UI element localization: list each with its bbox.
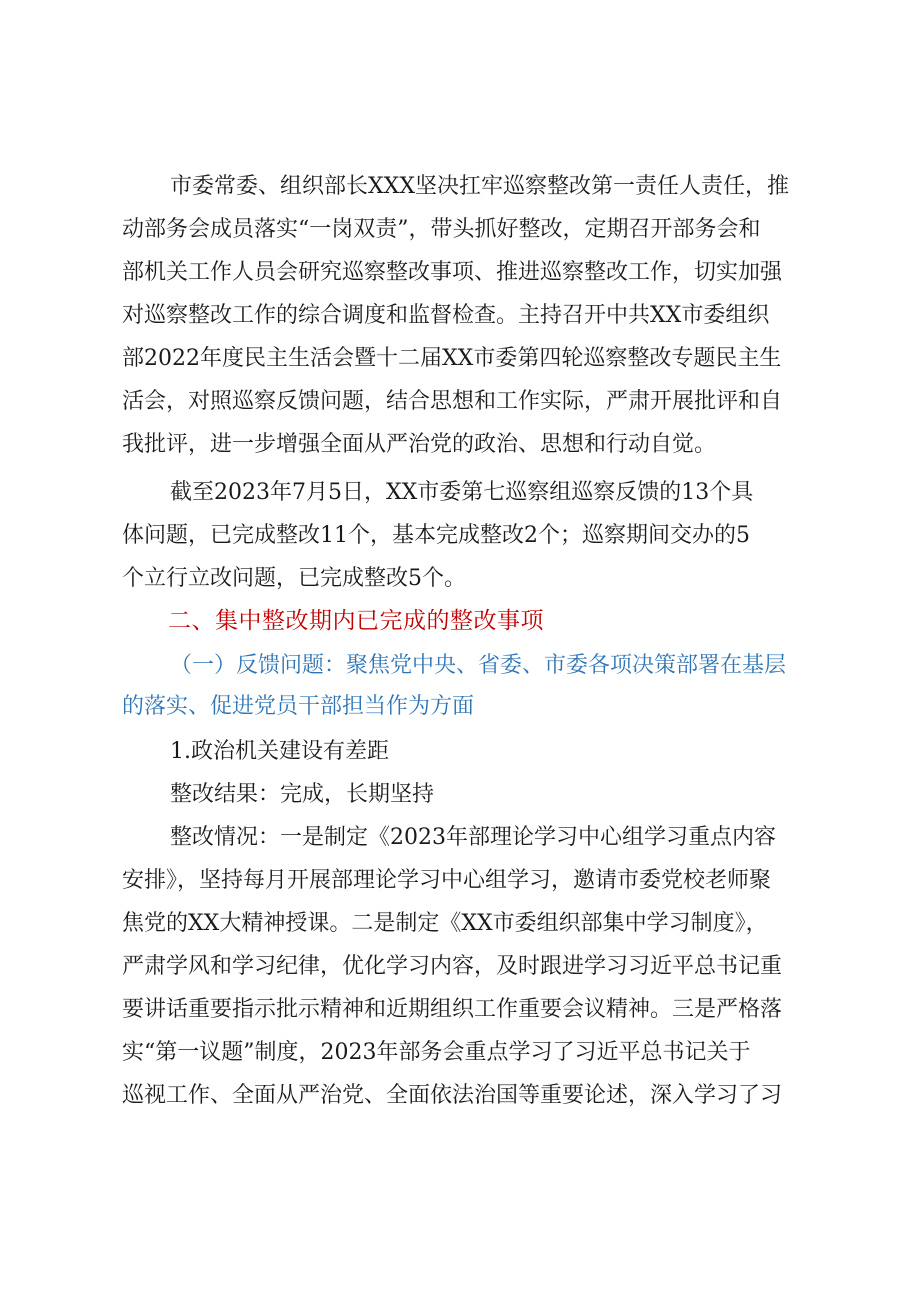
paragraph-line: 对巡察整改工作的综合调度和监督检查。主持召开中共XX市委组织 bbox=[122, 303, 770, 328]
paragraph-line: 安排》，坚持每月开展部理论学习中心组学习，邀请市委党校老师聚 bbox=[122, 868, 772, 893]
paragraph-line: 我批评，进一步增强全面从严治党的政治、思想和行动自觉。 bbox=[122, 432, 717, 457]
paragraph-line: 体问题，已完成整改11个，基本完成整改2个；巡察期间交办的5 bbox=[122, 523, 750, 548]
paragraph-line: 实“第一议题”制度，2023年部务会重点学习了习近平总书记关于 bbox=[122, 1040, 751, 1065]
paragraph-line: 市委常委、组织部长XXX坚决扛牢巡察整改第一责任人责任，推 bbox=[170, 174, 789, 199]
subsection-heading: 的落实、促进党员干部担当作为方面 bbox=[122, 694, 475, 719]
paragraph-line: 整改情况：一是制定《2023年部理论学习中心组学习重点内容 bbox=[170, 825, 776, 850]
paragraph-line: 严肃学风和学习纪律，优化学习内容，及时跟进学习习近平总书记重 bbox=[122, 954, 783, 979]
paragraph-line: 个立行立改问题，已完成整改5个。 bbox=[122, 566, 466, 591]
paragraph-line: 焦党的XX大精神授课。二是制定《XX市委组织部集中学习制度》， bbox=[122, 911, 768, 936]
paragraph-line: 部2022年度民主生活会暨十二届XX市委第四轮巡察整改专题民主生 bbox=[122, 346, 782, 371]
paragraph-line: 巡视工作、全面从严治党、全面依法治国等重要论述，深入学习了习 bbox=[122, 1083, 783, 1108]
paragraph-line: 要讲话重要指示批示精神和近期组织工作重要会议精神。三是严格落 bbox=[122, 997, 783, 1022]
paragraph-line: 活会，对照巡察反馈问题，结合思想和工作实际，严肃开展批评和自 bbox=[122, 389, 783, 414]
paragraph-line: 动部务会成员落实“一岗双责”，带头抓好整改，定期召开部务会和 bbox=[122, 217, 761, 242]
rectification-result: 整改结果：完成，长期坚持 bbox=[170, 782, 435, 807]
paragraph-line: 截至2023年7月5日，XX市委第七巡察组巡察反馈的13个具 bbox=[170, 480, 754, 505]
paragraph-line: 部机关工作人员会研究巡察整改事项、推进巡察整改工作，切实加强 bbox=[122, 260, 783, 285]
item-title: 1.政治机关建设有差距 bbox=[170, 739, 389, 764]
subsection-heading: （一）反馈问题：聚焦党中央、省委、市委各项决策部署在基层 bbox=[170, 653, 787, 678]
section-heading: 二、集中整改期内已完成的整改事项 bbox=[168, 608, 544, 634]
